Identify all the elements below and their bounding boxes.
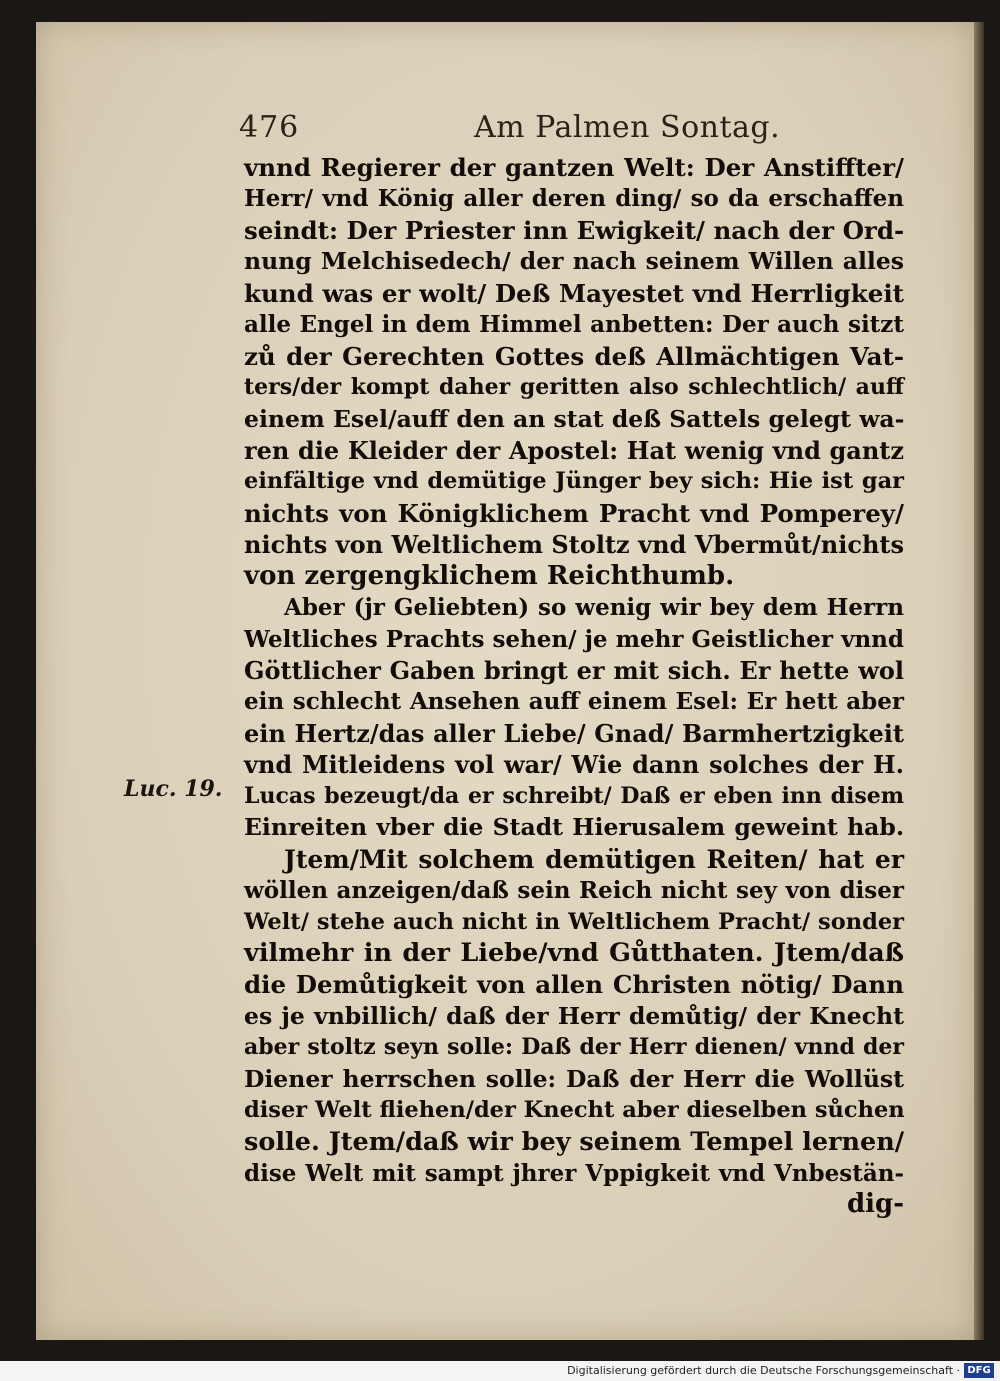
page-header: [36, 110, 974, 150]
body-text: [244, 152, 904, 1221]
text-line: nung Melchisedech/ der nach seinem Willen alles: [244, 247, 904, 276]
text-line: vnd Mitleidens vol war/ Wie dann solches der H.: [244, 750, 904, 780]
text-line: einem Esel/auff den an stat deß Sattels gelegt wa-: [244, 404, 905, 433]
text-line: Herr/ vnd König aller deren ding/ so da erschaffen: [244, 185, 904, 213]
text-line: ein schlecht Ansehen auff einem Esel: Er hett aber: [244, 688, 904, 716]
catchword: dig-: [846, 1189, 904, 1220]
text-line: vilmehr in der Liebe/vnd Gůtthaten. Jtem/daß: [244, 937, 904, 968]
text-line: von zergengklichem Reichthumb.: [244, 560, 735, 591]
footer-bar: [0, 1361, 1000, 1381]
book-page: [36, 22, 974, 1340]
text-line: alle Engel in dem Himmel anbetten: Der auch sitzt: [244, 311, 904, 339]
dfg-logo: DFG: [964, 1363, 994, 1378]
text-line: Weltliches Prachts sehen/ je mehr Geistlicher vnnd: [244, 625, 904, 653]
text-line: kund was er wolt/ Deß Mayestet vnd Herrligkeit: [244, 278, 904, 308]
text-line: ren die Kleider der Apostel: Hat wenig vnd gantz: [244, 435, 904, 465]
text-line: ein Hertz/das aller Liebe/ Gnad/ Barmhertzigkeit: [244, 718, 904, 748]
text-line: Welt/ stehe auch nicht in Weltlichem Pracht/ sonder: [244, 908, 904, 935]
text-line: die Demůtigkeit von allen Christen nötig/ Dann: [244, 970, 904, 1000]
page-edge-shadow: [974, 22, 984, 1340]
text-line: vnnd Regierer der gantzen Welt: Der Anstiffter/: [244, 153, 904, 182]
text-line: nichts von Königklichem Pracht vnd Pomperey/: [244, 498, 904, 528]
margin-note: Luc. 19.: [124, 776, 223, 802]
text-line: diser Welt fliehen/der Knecht aber dieselben sůchen: [244, 1097, 905, 1124]
text-line: solle. Jtem/daß wir bey seinem Tempel lernen/: [244, 1126, 905, 1157]
text-line: wöllen anzeigen/daß sein Reich nicht sey von diser: [244, 877, 904, 905]
page-number: 476: [239, 110, 300, 145]
text-line: Jtem/Mit solchem demütigen Reiten/ hat er: [284, 844, 904, 874]
funding-credit: Digitalisierung gefördert durch die Deutsche Forschungsgemeinschaft ·: [567, 1364, 960, 1377]
running-title: Am Palmen Sontag.: [474, 110, 781, 145]
text-line: ters/der kompt daher geritten also schlechtlich/ auff: [244, 374, 904, 401]
text-line: dise Welt mit sampt jhrer Vppigkeit vnd Vnbestän-: [244, 1160, 904, 1187]
text-line: Diener herrschen solle: Daß der Herr die Wollüst: [244, 1064, 904, 1093]
text-line: einfältige vnd demütige Jünger bey sich: Hie ist gar: [244, 468, 904, 495]
text-line: Lucas bezeugt/da er schreibt/ Daß er eben inn disem: [244, 782, 904, 809]
text-line: Aber (jr Geliebten) so wenig wir bey dem Herrn: [284, 594, 904, 622]
text-line: seindt: Der Priester inn Ewigkeit/ nach der Ord-: [244, 215, 905, 245]
text-line: es je vnbillich/ daß der Herr demůtig/ der Knecht: [244, 1001, 904, 1030]
text-line: zů der Gerechten Gottes deß Allmächtigen Vat-: [244, 341, 904, 371]
text-line: aber stoltz seyn solle: Daß der Herr dienen/ vnnd der: [244, 1034, 904, 1061]
text-line: Göttlicher Gaben bringt er mit sich. Er hette wol: [244, 656, 904, 685]
text-line: nichts von Weltlichem Stoltz vnd Vbermůt/nichts: [244, 530, 904, 560]
text-line: Einreiten vber die Stadt Hierusalem geweint hab.: [244, 813, 904, 842]
